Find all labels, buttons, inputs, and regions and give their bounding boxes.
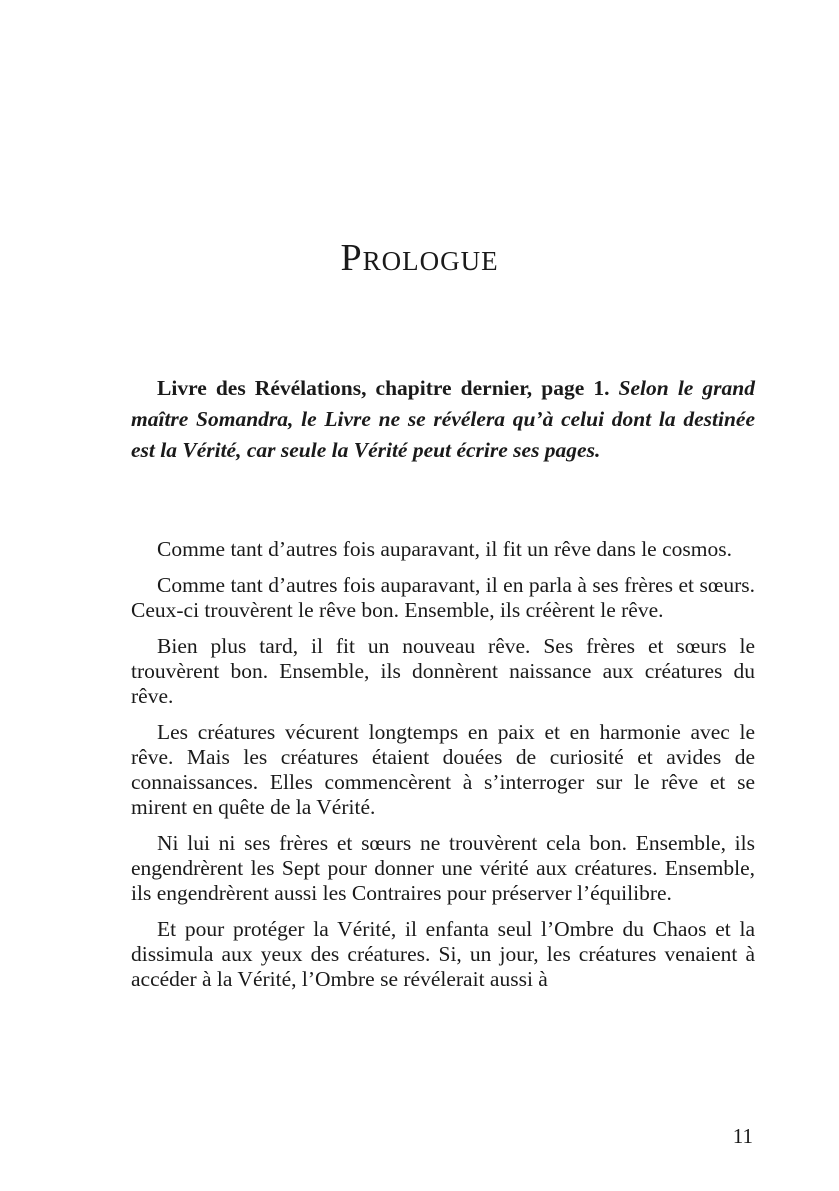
page-number: 11 [732,1124,753,1148]
body-text [131,537,755,1003]
paragraph: Comme tant d’autres fois auparavant, il fit un rêve dans le cosmos. [157,537,732,561]
paragraph: Ni lui ni ses frères et sœurs ne trouvèrent cela bon. Ensemble, ils engendrèrent les Sept pour donner une vérité aux créatures. Ensemble, ils engendrèrent aussi les Contraires pour préserver l’équilibre. [131,831,755,905]
chapter-title: Prologue [340,237,499,279]
paragraph: Les créatures vécurent longtemps en paix et en harmonie avec le rêve. Mais les créatures étaient douées de curiosité et avides de connaissances. Elles commencèrent à s’interroger sur le rêve et se mirent en quête de la Vérité. [131,720,755,819]
epigraph [131,373,755,466]
epigraph-quote: Selon le grand maître Somandra, le Livre ne se révélera qu’à celui dont la destinée est la Vérité, car seule la Vérité peut écrire ses pages. [131,376,755,462]
paragraph: Comme tant d’autres fois auparavant, il en parla à ses frères et sœurs. Ceux-ci trouvèrent le rêve bon. Ensemble, ils créèrent le rêve. [131,573,755,622]
paragraph: Et pour protéger la Vérité, il enfanta seul l’Ombre du Chaos et la dissimula aux yeux des créatures. Si, un jour, les créatures venaient à accéder à la Vérité, l’Ombre se révélerait aussi à [131,917,755,991]
paragraph: Bien plus tard, il fit un nouveau rêve. Ses frères et sœurs le trouvèrent bon. Ensemble, ils donnèrent naissance aux créatures du rêve. [131,634,755,708]
epigraph-source: Livre des Révélations, chapitre dernier, page 1. [157,376,610,400]
